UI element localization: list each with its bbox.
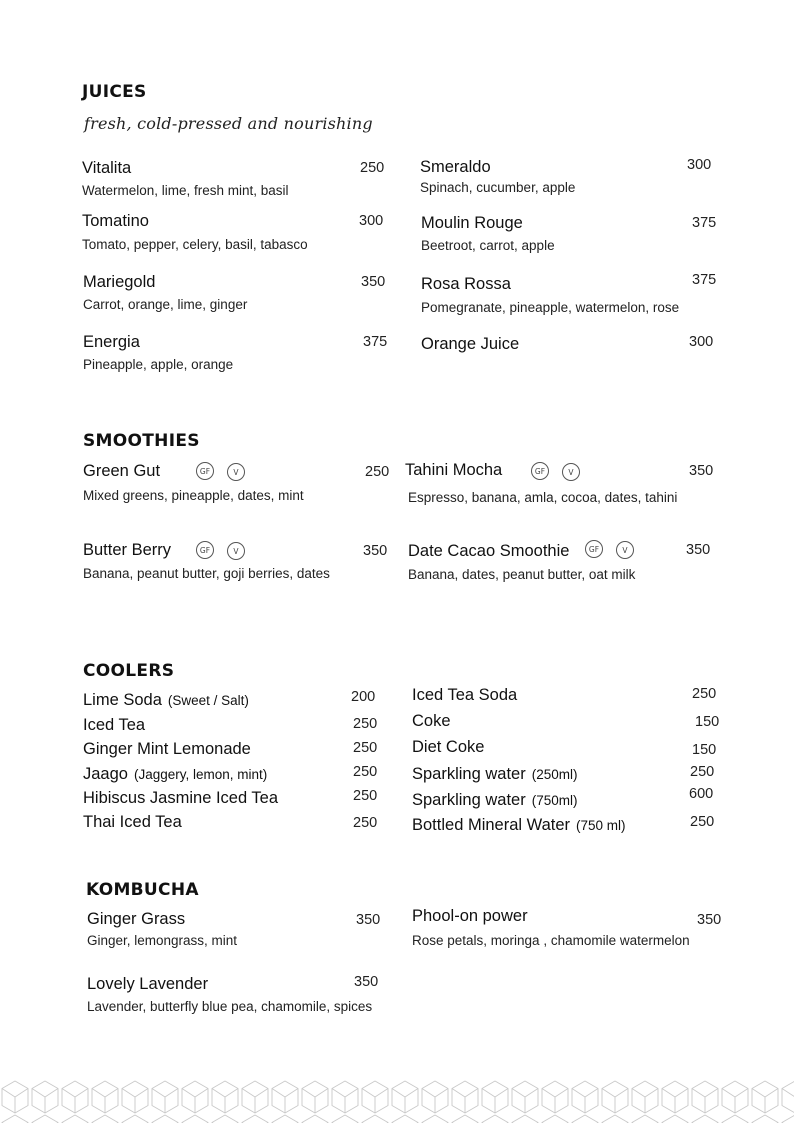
item-description: Pineapple, apple, orange: [83, 357, 234, 372]
item-price: 250: [360, 160, 385, 176]
item-description: Lavender, butterfly blue pea, chamomile, spices: [87, 999, 373, 1014]
item-name: Coke: [412, 712, 451, 730]
cooler-item: [412, 738, 484, 757]
vegan-badge: V: [562, 463, 580, 481]
item-name: Tahini Mocha: [405, 461, 503, 479]
item-description: Ginger, lemongrass, mint: [87, 933, 238, 948]
item-price: 250: [365, 464, 390, 480]
item-price: 300: [359, 213, 384, 229]
item-name: Butter Berry: [83, 541, 172, 559]
item-price: 350: [354, 974, 379, 990]
cooler-item: [83, 740, 251, 759]
gluten-free-badge: GF: [196, 462, 214, 480]
vegan-badge: V: [227, 463, 245, 481]
item-name: Iced Tea Soda: [412, 686, 518, 704]
item-name: Smeraldo: [420, 158, 491, 176]
item-name: Date Cacao Smoothie: [408, 542, 570, 560]
decorative-cube-pattern: [0, 1080, 794, 1123]
item-description: Spinach, cucumber, apple: [420, 180, 576, 195]
item-note: (250ml): [531, 767, 578, 782]
item-name: Iced Tea: [83, 716, 146, 734]
item-price: 250: [690, 814, 715, 830]
item-name: Sparkling water: [412, 765, 526, 783]
item-description: Tomato, pepper, celery, basil, tabasco: [82, 237, 308, 252]
item-name: Lovely Lavender: [87, 975, 209, 993]
item-note: (Jaggery, lemon, mint): [133, 767, 268, 782]
item-name: Energia: [83, 333, 140, 351]
item-name: Moulin Rouge: [421, 214, 523, 232]
gluten-free-badge: GF: [196, 541, 214, 559]
item-name: Mariegold: [83, 273, 156, 291]
item-price: 250: [353, 740, 378, 756]
item-price: 350: [363, 543, 388, 559]
item-name: Jaago: [83, 765, 128, 783]
item-name: Rosa Rossa: [421, 275, 511, 293]
item-description: Espresso, banana, amla, cocoa, dates, tahini: [408, 490, 678, 505]
item-description: Banana, peanut butter, goji berries, dates: [83, 566, 330, 581]
item-name: Ginger Grass: [87, 910, 186, 928]
item-note: (750ml): [531, 793, 578, 808]
item-price: 150: [695, 714, 720, 730]
item-name: Phool-on power: [412, 907, 528, 925]
item-description: Carrot, orange, lime, ginger: [83, 297, 248, 312]
cooler-item: [83, 716, 145, 735]
cooler-item: [412, 765, 578, 784]
item-name: Bottled Mineral Water: [412, 816, 571, 834]
vegan-badge: V: [616, 541, 634, 559]
item-price: 250: [353, 788, 378, 804]
item-description: Mixed greens, pineapple, dates, mint: [83, 488, 304, 503]
vegan-badge: V: [227, 542, 245, 560]
item-description: Pomegranate, pineapple, watermelon, rose: [421, 300, 680, 315]
item-name: Ginger Mint Lemonade: [83, 740, 251, 758]
juices-tagline: fresh, cold-pressed and nourishing: [84, 114, 373, 133]
cooler-item: [412, 712, 451, 731]
cooler-item: [83, 789, 278, 808]
item-name: Thai Iced Tea: [83, 813, 182, 831]
item-price: 350: [356, 912, 381, 928]
item-price: 350: [697, 912, 722, 928]
coolers-heading: COOLERS: [83, 661, 175, 681]
item-name: Orange Juice: [421, 335, 520, 353]
item-price: 250: [690, 764, 715, 780]
item-description: Watermelon, lime, fresh mint, basil: [82, 183, 289, 198]
item-price: 250: [353, 716, 378, 732]
item-price: 600: [689, 786, 714, 802]
item-description: Rose petals, moringa , chamomile watermelon: [412, 933, 690, 948]
item-price: 150: [692, 742, 717, 758]
cooler-item: [83, 765, 267, 784]
cooler-item: [83, 691, 249, 710]
item-price: 300: [689, 334, 714, 350]
item-name: Tomatino: [82, 212, 149, 230]
item-price: 350: [686, 542, 711, 558]
item-name: Sparkling water: [412, 791, 526, 809]
item-price: 200: [351, 689, 376, 705]
item-price: 350: [689, 463, 714, 479]
kombucha-heading: KOMBUCHA: [86, 880, 199, 900]
item-price: 375: [692, 215, 717, 231]
gluten-free-badge: GF: [531, 462, 549, 480]
item-name: Lime Soda: [83, 691, 162, 709]
item-description: Banana, dates, peanut butter, oat milk: [408, 567, 636, 582]
cooler-item: [412, 791, 578, 810]
item-price: 375: [692, 272, 717, 288]
cooler-item: [83, 813, 182, 832]
item-note: (750 ml): [576, 818, 626, 833]
item-name: Green Gut: [83, 462, 161, 480]
item-name: Vitalita: [82, 159, 132, 177]
gluten-free-badge: GF: [585, 540, 603, 558]
item-note: (Sweet / Salt): [167, 693, 249, 708]
juices-heading: JUICES: [82, 82, 147, 102]
item-price: 375: [363, 334, 388, 350]
item-name: Diet Coke: [412, 738, 485, 756]
item-name: Hibiscus Jasmine Iced Tea: [83, 789, 279, 807]
item-price: 300: [687, 157, 712, 173]
item-description: Beetroot, carrot, apple: [421, 238, 555, 253]
smoothies-heading: SMOOTHIES: [83, 431, 200, 451]
cooler-item: [412, 816, 626, 835]
item-price: 250: [692, 686, 717, 702]
item-price: 350: [361, 274, 386, 290]
cooler-item: [412, 686, 517, 705]
item-price: 250: [353, 815, 378, 831]
item-price: 250: [353, 764, 378, 780]
